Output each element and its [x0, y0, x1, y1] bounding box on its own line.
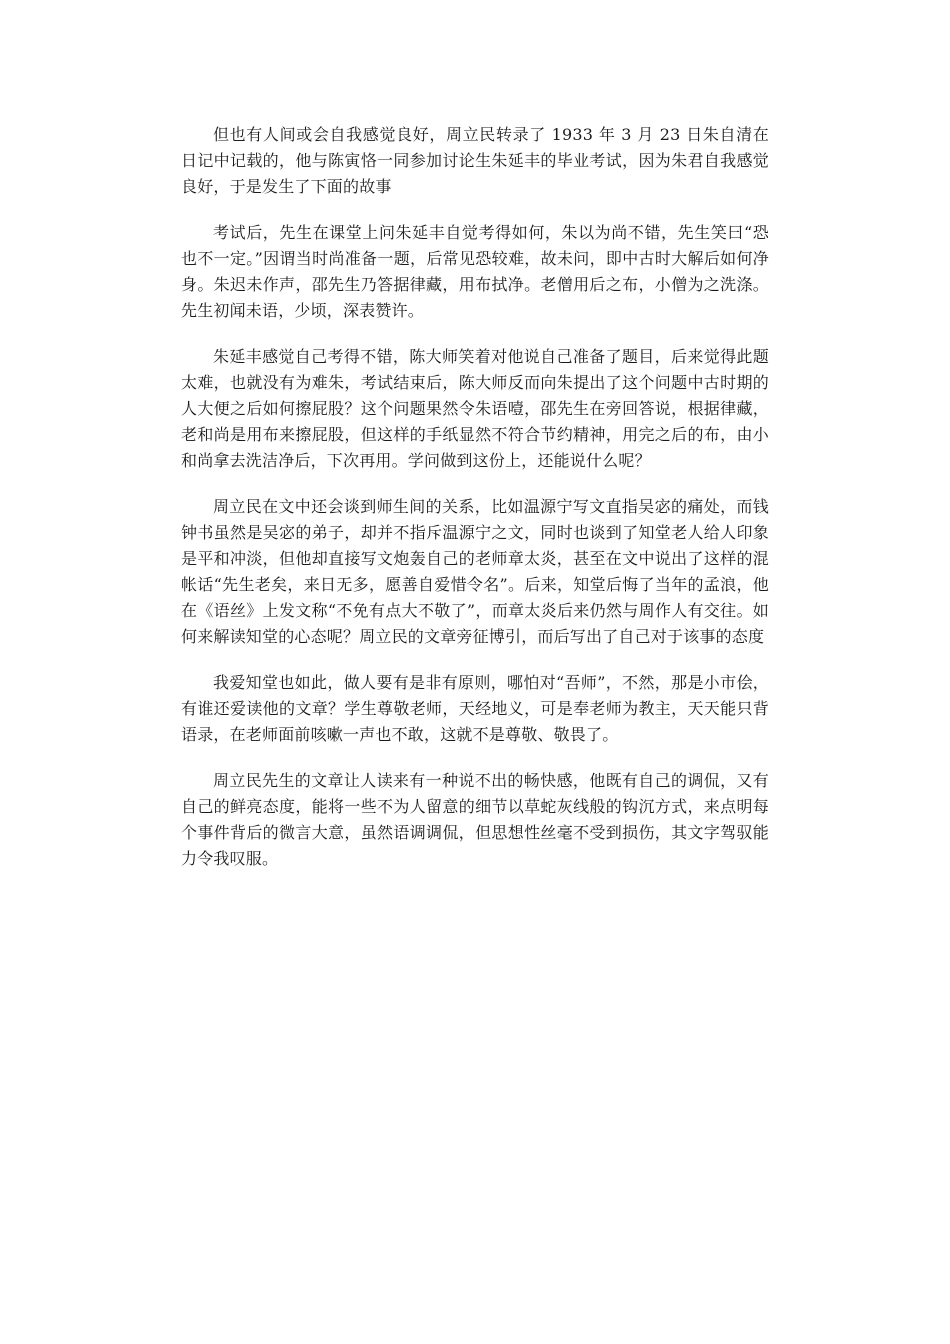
paragraph-6: 周立民先生的文章让人读来有一种说不出的畅快感，他既有自己的调侃，又有自己的鲜亮态度，能将一些不为人留意的细节以草蛇灰线般的钩沉方式，来点明每个事件背后的微言大意，虽然语调调侃，但思想性丝毫不受到损伤，其文字驾驭能力令我叹服。	[181, 771, 769, 868]
article-body	[181, 122, 769, 892]
paragraph-3: 朱延丰感觉自己考得不错，陈大师笑着对他说自己准备了题目，后来觉得此题太难，也就没有为难朱，考试结束后，陈大师反而向朱提出了这个问题中古时期的人大便之后如何擦屁股？这个问题果然令朱语噎，邵先生在旁回答说，根据律藏，老和尚是用布来擦屁股，但这样的手纸显然不符合节约精神，用完之后的布，由小和尚拿去洗洁净后，下次再用。学问做到这份上，还能说什么呢？	[181, 347, 769, 470]
paragraph-4: 周立民在文中还会谈到师生间的关系，比如温源宁写文直指吴宓的痛处，而钱钟书虽然是吴宓的弟子，却并不指斥温源宁之文，同时也谈到了知堂老人给人印象是平和冲淡，但他却直接写文炮轰自己的老师章太炎，甚至在文中说出了这样的混帐话“先生老矣，来日无多，愿善自爱惜令名”。后来，知堂后悔了当年的孟浪，他在《语丝》上发文称“不免有点大不敬了”，而章太炎后来仍然与周作人有交往。如何来解读知堂的心态呢？周立民的文章旁征博引，而后写出了自己对于该事的态度	[181, 497, 769, 646]
paragraph-5-quote: 我爱知堂也如此，做人要有是非有原则，哪怕对“吾师”，不然，那是小市侩，有谁还爱读他的文章？学生尊敬老师，天经地义，可是奉老师为教主，天天能只背语录，在老师面前咳嗽一声也不敢，这就不是尊敬、敬畏了。	[181, 673, 769, 744]
paragraph-2-quote: 考试后，先生在课堂上问朱延丰自觉考得如何，朱以为尚不错，先生笑曰“恐也不一定。”因谓当时尚准备一题，后常见恐较难，故未问，即中古时大解后如何净身。朱迟未作声，邵先生乃答据律藏，用布拭净。老僧用后之布，小僧为之洗涤。先生初闻未语，少顷，深表赞许。	[181, 223, 769, 320]
paragraph-1: 但也有人间或会自我感觉良好，周立民转录了 1933 年 3 月 23 日朱自清在日记中记载的，他与陈寅恪一同参加讨论生朱延丰的毕业考试，因为朱君自我感觉良好，于是发生了下面的故事	[181, 125, 769, 196]
